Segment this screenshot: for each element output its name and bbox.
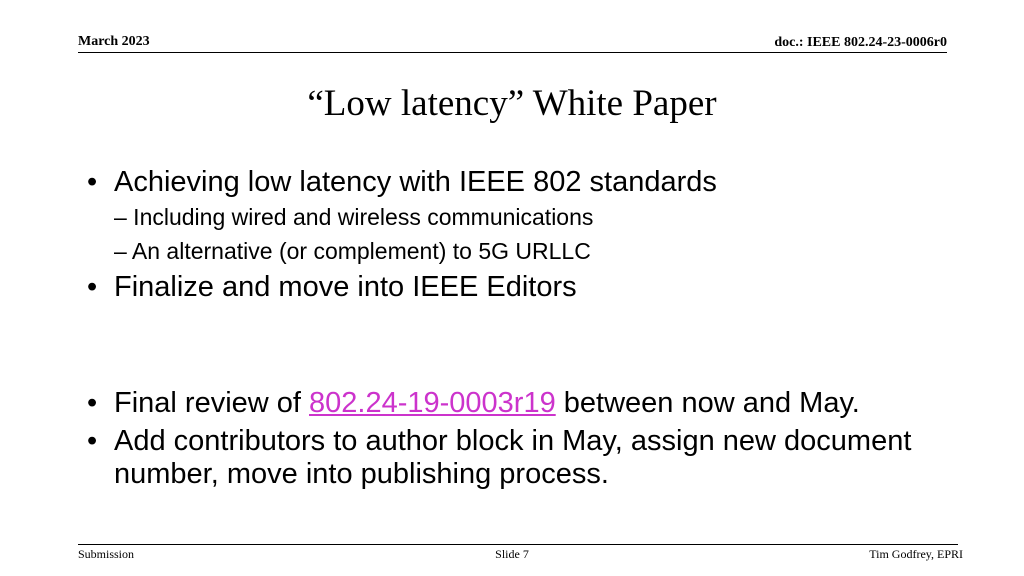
footer-author: Tim Godfrey, EPRI <box>869 547 963 561</box>
footer-submission: Submission <box>78 547 135 561</box>
bullet-final-review <box>87 387 947 420</box>
slide-title: “Low latency” White Paper <box>307 83 717 124</box>
bullet-dot: • <box>87 271 98 303</box>
header-date: March 2023 <box>78 34 150 49</box>
bullet-finalize: • Finalize and move into IEEE Editors <box>87 271 577 303</box>
document-link[interactable]: 802.24-19-0003r19 <box>309 387 556 419</box>
bullet-dot: • <box>87 387 98 419</box>
subbullet-5g-urllc: – An alternative (or complement) to 5G URLLC <box>114 238 591 264</box>
bullet-add-contributors: • Add contributors to author block in May, assign new document number, move into publishing process. <box>87 425 912 490</box>
final-review-suffix: between now and May. <box>555 387 860 419</box>
header-doc-id: doc.: IEEE 802.24-23-0006r0 <box>774 35 947 50</box>
bullet-dot: • <box>87 425 98 457</box>
subbullet-wired-wireless: – Including wired and wireless communications <box>114 204 594 230</box>
bullet-dot: • <box>87 166 98 198</box>
header-divider <box>78 52 947 53</box>
bullet-achieving-low-latency: • Achieving low latency with IEEE 802 standards <box>87 166 717 198</box>
footer-divider <box>78 544 958 545</box>
footer-slide-number: Slide 7 <box>495 547 529 561</box>
final-review-prefix: Final review of <box>114 387 310 419</box>
